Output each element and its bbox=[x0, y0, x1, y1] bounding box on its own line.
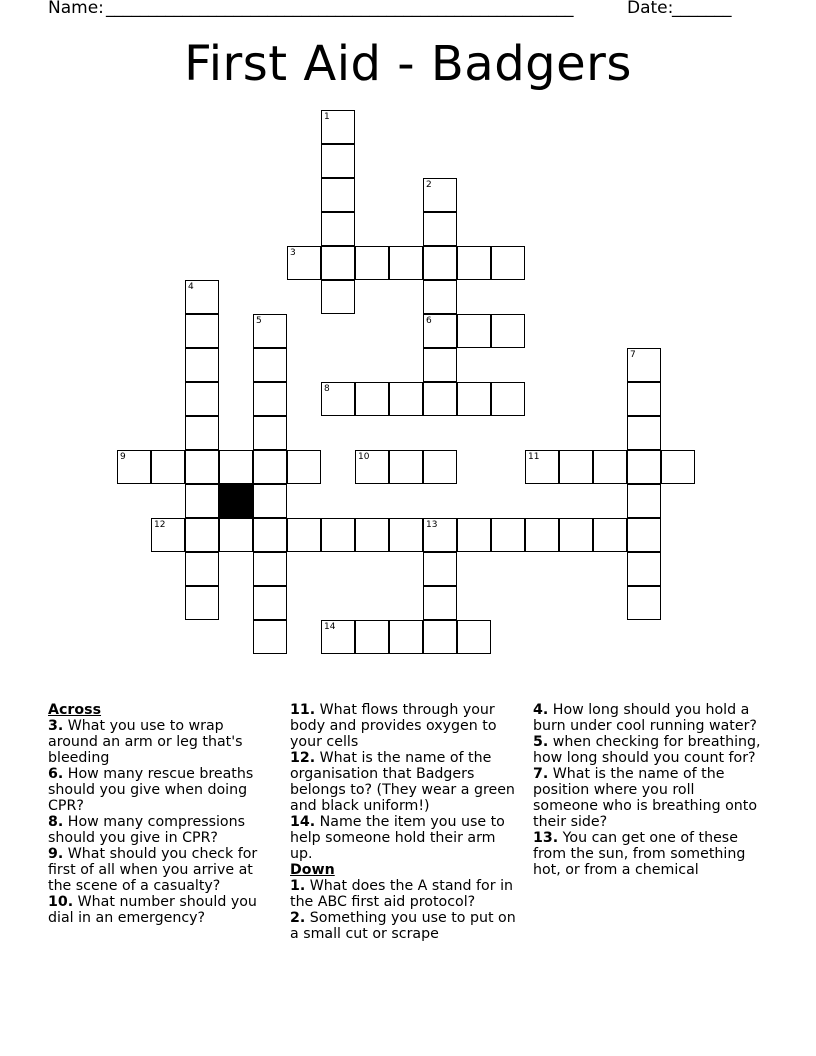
clue-across-14: 14. Name the item you use to help someone hold their arm up. bbox=[290, 814, 505, 862]
clue-number: 10 bbox=[358, 452, 370, 462]
crossword-cell[interactable] bbox=[423, 178, 457, 212]
crossword-cell[interactable] bbox=[321, 620, 355, 654]
crossword-cell[interactable] bbox=[627, 348, 661, 382]
crossword-cell[interactable] bbox=[627, 484, 661, 518]
crossword-cell[interactable] bbox=[627, 586, 661, 620]
clue-number: 7 bbox=[630, 350, 636, 360]
clue-down-7: 7. What is the name of the position where you roll someone who is breathing onto their side? bbox=[533, 766, 758, 830]
crossword-cell[interactable] bbox=[253, 620, 287, 654]
crossword-cell[interactable] bbox=[253, 552, 287, 586]
clues-column-2 bbox=[290, 702, 520, 942]
crossword-cell[interactable] bbox=[525, 450, 559, 484]
crossword-cell[interactable] bbox=[627, 416, 661, 450]
crossword-cell[interactable] bbox=[389, 246, 423, 280]
crossword-cell[interactable] bbox=[423, 212, 457, 246]
crossword-cell[interactable] bbox=[287, 450, 321, 484]
crossword-cell[interactable] bbox=[117, 450, 151, 484]
crossword-cell[interactable] bbox=[389, 518, 423, 552]
clue-number: 8 bbox=[324, 384, 330, 394]
crossword-cell[interactable] bbox=[287, 518, 321, 552]
crossword-cell[interactable] bbox=[321, 382, 355, 416]
clue-number: 12 bbox=[154, 520, 166, 530]
clue-number: 5 bbox=[256, 316, 262, 326]
crossword-cell[interactable] bbox=[185, 280, 219, 314]
crossword-cell[interactable] bbox=[287, 246, 321, 280]
clue-number: 6 bbox=[426, 316, 432, 326]
clue-across-3: 3. What you use to wrap around an arm or leg that's bleeding bbox=[48, 718, 243, 766]
clue-across-6: 6. How many rescue breaths should you give when doing CPR? bbox=[48, 766, 254, 814]
crossword-cell[interactable] bbox=[559, 450, 593, 484]
crossword-cell[interactable] bbox=[253, 416, 287, 450]
clue-number: 13 bbox=[426, 520, 438, 530]
crossword-cell[interactable] bbox=[457, 246, 491, 280]
crossword-cell[interactable] bbox=[389, 382, 423, 416]
crossword-cell[interactable] bbox=[423, 246, 457, 280]
crossword-cell[interactable] bbox=[457, 382, 491, 416]
crossword-cell[interactable] bbox=[457, 314, 491, 348]
clue-across-8: 8. How many compressions should you give in CPR? bbox=[48, 814, 246, 846]
crossword-cell[interactable] bbox=[185, 348, 219, 382]
down-heading: Down bbox=[290, 862, 335, 878]
name-label: Name: bbox=[48, 0, 104, 18]
clue-across-11: 11. What flows through your body and provides oxygen to your cells bbox=[290, 702, 497, 750]
clue-number: 4 bbox=[188, 282, 194, 292]
date-label: Date: bbox=[627, 0, 674, 18]
crossword-cell[interactable] bbox=[253, 518, 287, 552]
crossword-cell[interactable] bbox=[321, 212, 355, 246]
crossword-cell[interactable] bbox=[457, 518, 491, 552]
crossword-cell[interactable] bbox=[423, 348, 457, 382]
crossword-cell[interactable] bbox=[593, 450, 627, 484]
crossword-cell[interactable] bbox=[185, 552, 219, 586]
crossword-cell[interactable] bbox=[627, 382, 661, 416]
clue-number: 9 bbox=[120, 452, 126, 462]
crossword-cell[interactable] bbox=[491, 314, 525, 348]
crossword-cell[interactable] bbox=[355, 450, 389, 484]
crossword-cell[interactable] bbox=[151, 450, 185, 484]
clue-number: 2 bbox=[426, 180, 432, 190]
crossword-cell[interactable] bbox=[185, 484, 219, 518]
crossword-cell[interactable] bbox=[491, 382, 525, 416]
crossword-cell[interactable] bbox=[627, 450, 661, 484]
crossword-cell[interactable] bbox=[389, 620, 423, 654]
clues-column-3 bbox=[533, 702, 763, 878]
crossword-cell[interactable] bbox=[321, 280, 355, 314]
crossword-cell[interactable] bbox=[423, 280, 457, 314]
crossword-cell[interactable] bbox=[593, 518, 627, 552]
clues-column-1 bbox=[48, 702, 278, 926]
clue-down-2: 2. Something you use to put on a small cut or scrape bbox=[290, 910, 516, 942]
crossword-cell[interactable] bbox=[253, 586, 287, 620]
crossword-cell[interactable] bbox=[253, 450, 287, 484]
black-square bbox=[219, 484, 253, 518]
name-field[interactable]: _______________________________________________________ bbox=[106, 0, 574, 18]
crossword-cell[interactable] bbox=[185, 416, 219, 450]
across-heading: Across bbox=[48, 702, 102, 718]
crossword-cell[interactable] bbox=[423, 620, 457, 654]
crossword-cell[interactable] bbox=[627, 552, 661, 586]
clue-down-13: 13. You can get one of these from the sun, from something hot, or from a chemical bbox=[533, 830, 746, 878]
clue-down-4: 4. How long should you hold a burn under cool running water? bbox=[533, 702, 757, 734]
crossword-cell[interactable] bbox=[627, 518, 661, 552]
crossword-cell[interactable] bbox=[185, 518, 219, 552]
crossword-cell[interactable] bbox=[253, 484, 287, 518]
clue-number: 3 bbox=[290, 248, 296, 258]
crossword-cell[interactable] bbox=[185, 314, 219, 348]
crossword-cell[interactable] bbox=[321, 518, 355, 552]
crossword-cell[interactable] bbox=[253, 314, 287, 348]
crossword-cell[interactable] bbox=[389, 450, 423, 484]
crossword-cell[interactable] bbox=[355, 382, 389, 416]
date-field[interactable]: _______ bbox=[672, 0, 732, 18]
crossword-cell[interactable] bbox=[491, 518, 525, 552]
crossword-cell[interactable] bbox=[661, 450, 695, 484]
crossword-cell[interactable] bbox=[253, 348, 287, 382]
crossword-cell[interactable] bbox=[491, 246, 525, 280]
page-title: First Aid - Badgers bbox=[184, 36, 632, 92]
crossword-cell[interactable] bbox=[423, 382, 457, 416]
crossword-cell[interactable] bbox=[355, 518, 389, 552]
clue-down-5: 5. when checking for breathing, how long should you count for? bbox=[533, 734, 761, 766]
crossword-cell[interactable] bbox=[219, 450, 253, 484]
crossword-cell[interactable] bbox=[423, 586, 457, 620]
crossword-cell[interactable] bbox=[423, 314, 457, 348]
crossword-cell[interactable] bbox=[321, 110, 355, 144]
crossword-cell[interactable] bbox=[355, 246, 389, 280]
crossword-cell[interactable] bbox=[185, 450, 219, 484]
crossword-cell[interactable] bbox=[321, 144, 355, 178]
clue-number: 11 bbox=[528, 452, 540, 462]
clue-across-10: 10. What number should you dial in an emergency? bbox=[48, 894, 257, 926]
crossword-cell[interactable] bbox=[321, 246, 355, 280]
crossword-cell[interactable] bbox=[355, 620, 389, 654]
crossword-cell[interactable] bbox=[219, 518, 253, 552]
clue-number: 14 bbox=[324, 622, 336, 632]
crossword-cell[interactable] bbox=[423, 450, 457, 484]
crossword-cell[interactable] bbox=[525, 518, 559, 552]
crossword-cell[interactable] bbox=[559, 518, 593, 552]
clue-across-9: 9. What should you check for first of all when you arrive at the scene of a casualty? bbox=[48, 846, 258, 894]
crossword-cell[interactable] bbox=[253, 382, 287, 416]
crossword-cell[interactable] bbox=[185, 382, 219, 416]
clue-number: 1 bbox=[324, 112, 330, 122]
crossword-cell[interactable] bbox=[321, 178, 355, 212]
crossword-cell[interactable] bbox=[185, 586, 219, 620]
crossword-cell[interactable] bbox=[423, 552, 457, 586]
clue-across-12: 12. What is the name of the organisation that Badgers belongs to? (They wear a green and black uniform!) bbox=[290, 750, 515, 814]
crossword-cell[interactable] bbox=[423, 518, 457, 552]
crossword-cell[interactable] bbox=[151, 518, 185, 552]
clue-down-1: 1. What does the A stand for in the ABC first aid protocol? bbox=[290, 878, 513, 910]
crossword-cell[interactable] bbox=[457, 620, 491, 654]
